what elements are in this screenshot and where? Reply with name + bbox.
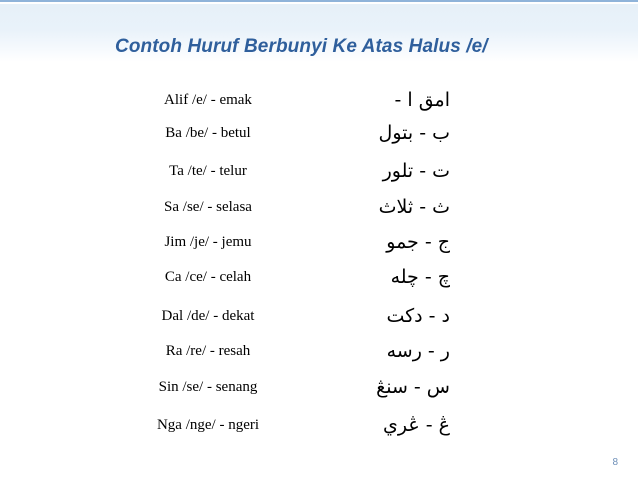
latin-example: Ra /re/ - resah xyxy=(165,343,251,359)
latin-example: Sin /se/ - senang xyxy=(158,379,258,395)
latin-example: Ta /te/ - telur xyxy=(169,163,247,179)
list-item xyxy=(0,88,638,112)
top-border-line xyxy=(0,0,638,2)
jawi-example: س - سنڠ xyxy=(376,376,450,398)
list-item xyxy=(0,195,638,219)
jawi-example: امق ا - xyxy=(394,89,450,111)
jawi-example: ث - ثلاث xyxy=(378,196,450,218)
latin-example: Jim /je/ - jemu xyxy=(164,234,252,250)
jawi-example: چ - چله xyxy=(390,266,450,288)
list-item xyxy=(0,265,638,289)
jawi-example: ت - تلور xyxy=(382,160,450,182)
slide-title: Contoh Huruf Berbunyi Ke Atas Halus /e/ xyxy=(115,36,488,57)
jawi-example: ڠ - ڠري xyxy=(383,414,450,436)
list-item xyxy=(0,339,638,363)
latin-example: Dal /de/ - dekat xyxy=(161,308,255,324)
page-number: 8 xyxy=(612,457,618,468)
latin-example: Nga /nge/ - ngeri xyxy=(156,417,260,433)
list-item xyxy=(0,159,638,183)
list-item xyxy=(0,375,638,399)
jawi-example: د - دکت xyxy=(386,305,450,327)
list-item xyxy=(0,121,638,145)
latin-example: Ca /ce/ - celah xyxy=(164,269,252,285)
jawi-example: ب - بتول xyxy=(378,122,450,144)
list-item xyxy=(0,230,638,254)
list-item xyxy=(0,304,638,328)
latin-example: Ba /be/ - betul xyxy=(165,125,251,141)
jawi-example: ر - رسه xyxy=(386,340,450,362)
list-item xyxy=(0,413,638,437)
latin-example: Alif /e/ - emak xyxy=(164,92,252,108)
jawi-example: ج - جمو xyxy=(386,231,450,253)
latin-example: Sa /se/ - selasa xyxy=(164,199,252,215)
